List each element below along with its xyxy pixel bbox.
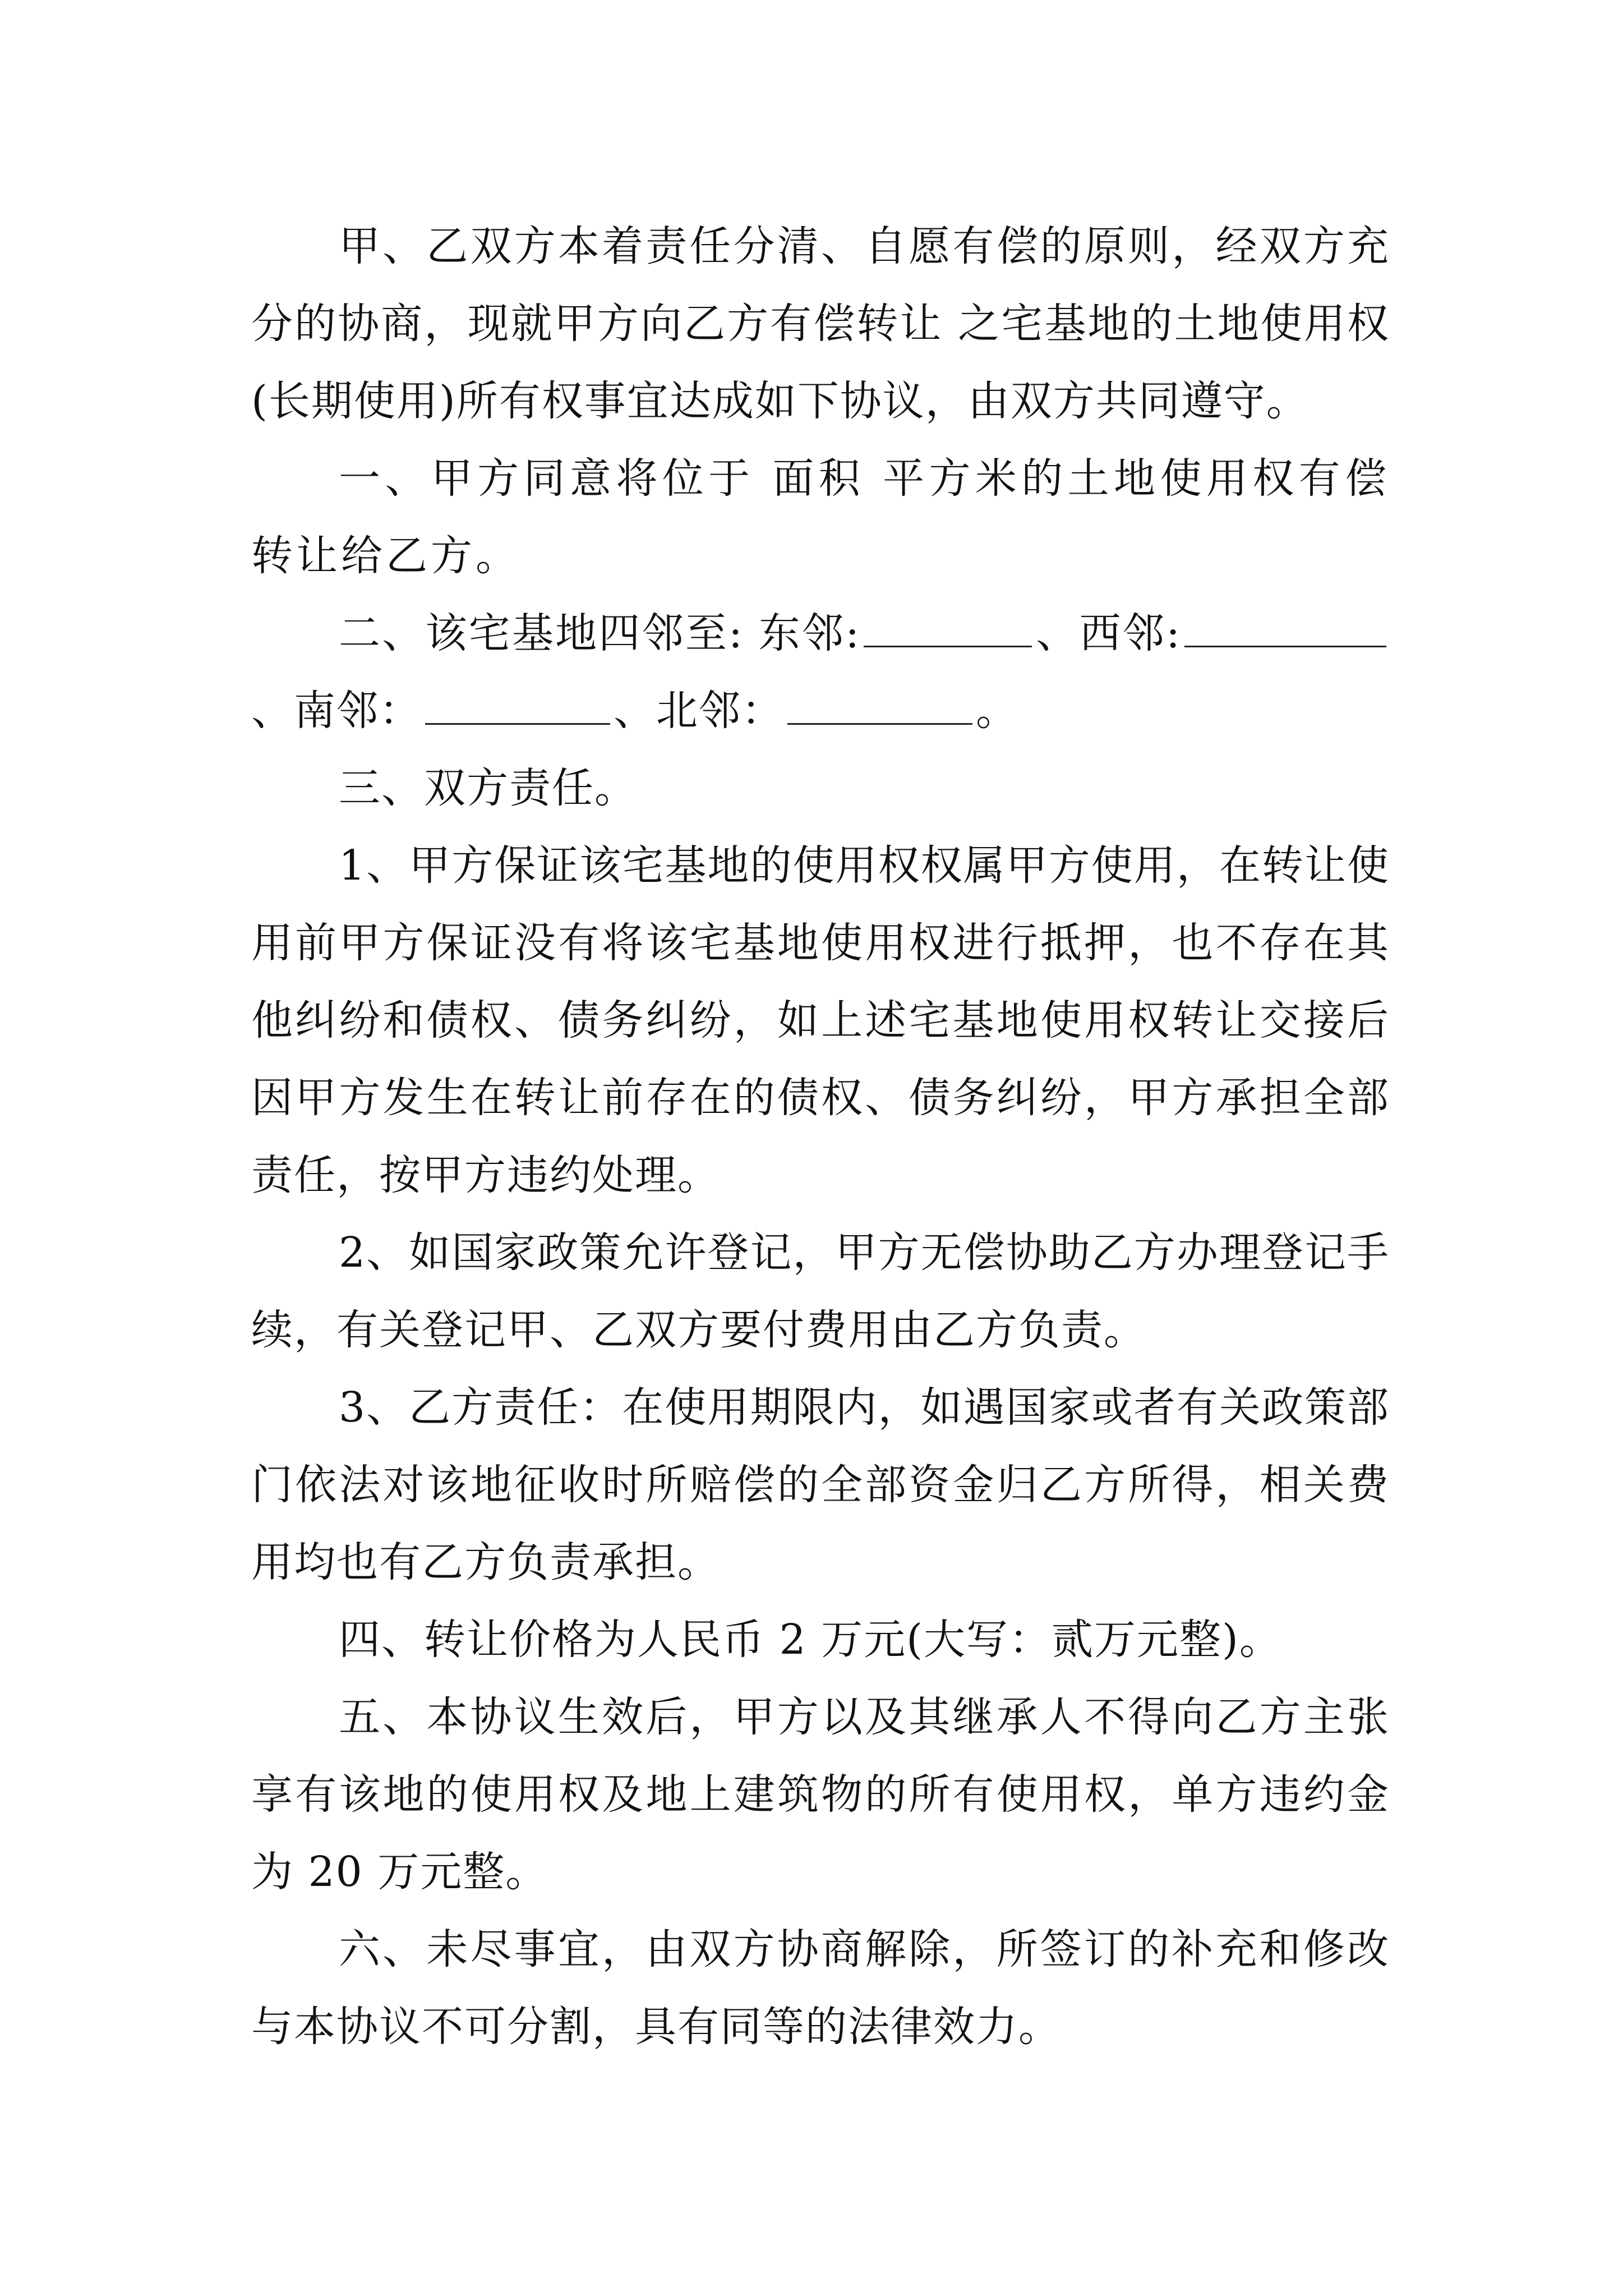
clause-3-title: 三、双方责任。 bbox=[339, 764, 637, 812]
north-neighbor-blank bbox=[787, 684, 972, 725]
separator: 、 bbox=[251, 687, 294, 735]
clause-2-prefix: 二、该宅基地四邻至: bbox=[339, 609, 744, 657]
west-neighbor-blank bbox=[1184, 606, 1386, 647]
clause-2-end: 。 bbox=[976, 687, 1018, 735]
south-neighbor-label: 南邻： bbox=[294, 687, 422, 735]
clause-4: 四、转让价格为人民币 2 万元(大写：贰万元整)。 bbox=[339, 1616, 1282, 1664]
clause-3-1: 1、甲方保证该宅基地的使用权权属甲方使用，在转让使用前甲方保证没有将该宅基地使用权进行抵押，也不存在其他纠纷和债权、债务纠纷，如上述宅基地使用权转让交接后因甲方发生在转让前存在的债权、债务纠纷，甲方承担全部责任，按甲方违约处理。 bbox=[251, 841, 1390, 1199]
south-neighbor-blank bbox=[425, 684, 610, 725]
separator: 、 bbox=[614, 687, 656, 735]
clause-6: 六、未尽事宜，由双方协商解除，所签订的补充和修改与本协议不可分割，具有同等的法律效力。 bbox=[251, 1925, 1390, 2051]
intro-paragraph: 甲、乙双方本着责任分清、自愿有偿的原则，经双方充分的协商，现就甲方向乙方有偿转让 之宅基地的土地使用权(长期使用)所有权事宜达成如下协议，由双方共同遵守。 bbox=[251, 222, 1390, 425]
east-neighbor-blank bbox=[864, 606, 1032, 647]
north-neighbor-label: 北邻： bbox=[656, 687, 784, 735]
clause-5: 五、本协议生效后，甲方以及其继承人不得向乙方主张享有该地的使用权及地上建筑物的所有使用权，单方违约金为 20 万元整。 bbox=[251, 1693, 1390, 1896]
clause-3-2: 2、如国家政策允许登记，甲方无偿协助乙方办理登记手续，有关登记甲、乙双方要付费用由乙方负责。 bbox=[251, 1228, 1390, 1354]
clause-2 bbox=[251, 595, 1390, 749]
agreement-body bbox=[251, 208, 1390, 2065]
clause-3-3: 3、乙方责任：在使用期限内，如遇国家或者有关政策部门依法对该地征收时所赔偿的全部资金归乙方所得，相关费用均也有乙方负责承担。 bbox=[251, 1383, 1390, 1586]
separator: 、 bbox=[1035, 609, 1080, 657]
west-neighbor-label: 西邻: bbox=[1079, 609, 1182, 657]
east-neighbor-label: 东邻: bbox=[758, 609, 861, 657]
clause-1: 一、甲方同意将位于 面积 平方米的土地使用权有偿转让给乙方。 bbox=[251, 454, 1390, 580]
